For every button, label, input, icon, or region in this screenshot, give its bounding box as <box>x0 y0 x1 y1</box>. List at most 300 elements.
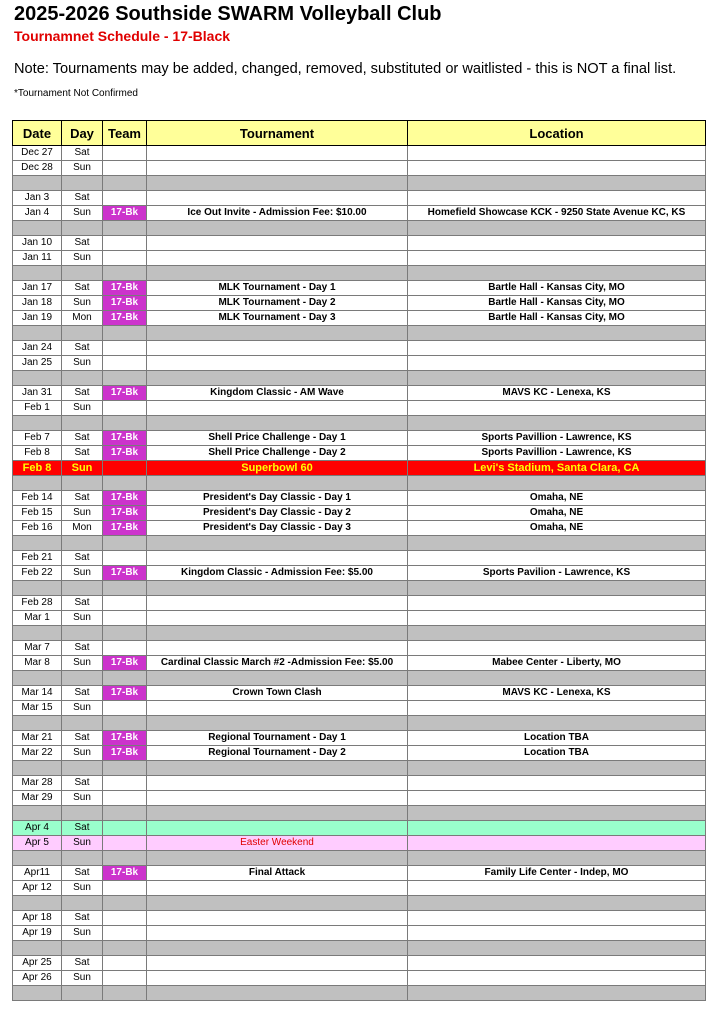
team-cell <box>103 461 147 476</box>
separator-cell <box>408 671 706 686</box>
table-row <box>13 311 706 326</box>
separator-cell <box>62 716 103 731</box>
team-cell: 17-Bk <box>103 866 147 881</box>
table-row <box>13 701 706 716</box>
separator-cell <box>103 416 147 431</box>
team-cell <box>103 641 147 656</box>
date-cell: Mar 1 <box>13 611 62 626</box>
tournament-cell: Regional Tournament - Day 1 <box>147 731 408 746</box>
table-row <box>13 971 706 986</box>
date-cell: Mar 21 <box>13 731 62 746</box>
separator-cell <box>13 761 62 776</box>
table-row <box>13 746 706 761</box>
column-header-location: Location <box>408 121 706 146</box>
location-cell <box>408 251 706 266</box>
tournament-cell <box>147 401 408 416</box>
column-header-tournament: Tournament <box>147 121 408 146</box>
table-row <box>13 191 706 206</box>
day-cell: Sun <box>62 881 103 896</box>
team-cell <box>103 971 147 986</box>
schedule-table <box>12 120 706 1001</box>
separator-cell <box>408 536 706 551</box>
table-row <box>13 551 706 566</box>
separator-cell <box>13 371 62 386</box>
team-cell <box>103 791 147 806</box>
table-row <box>13 356 706 371</box>
separator-cell <box>147 326 408 341</box>
table-row <box>13 236 706 251</box>
tournament-cell <box>147 911 408 926</box>
team-cell <box>103 611 147 626</box>
separator-cell <box>103 986 147 1001</box>
separator-cell <box>147 626 408 641</box>
separator-cell <box>103 896 147 911</box>
table-row <box>13 731 706 746</box>
date-cell: Jan 19 <box>13 311 62 326</box>
team-cell <box>103 236 147 251</box>
team-cell <box>103 926 147 941</box>
separator-cell <box>62 626 103 641</box>
separator-cell <box>13 266 62 281</box>
separator-cell <box>103 716 147 731</box>
tournament-cell: President's Day Classic - Day 3 <box>147 521 408 536</box>
location-cell <box>408 776 706 791</box>
separator-row <box>13 221 706 236</box>
separator-cell <box>62 371 103 386</box>
separator-row <box>13 371 706 386</box>
separator-cell <box>103 176 147 191</box>
separator-cell <box>62 326 103 341</box>
tournament-cell: Crown Town Clash <box>147 686 408 701</box>
tournament-cell <box>147 776 408 791</box>
separator-cell <box>62 536 103 551</box>
separator-cell <box>147 716 408 731</box>
separator-row <box>13 896 706 911</box>
day-cell: Sun <box>62 746 103 761</box>
separator-cell <box>13 896 62 911</box>
tournament-cell <box>147 956 408 971</box>
separator-cell <box>62 986 103 1001</box>
date-cell: Mar 28 <box>13 776 62 791</box>
location-cell: Location TBA <box>408 731 706 746</box>
location-cell: Levi's Stadium, Santa Clara, CA <box>408 461 706 476</box>
tournament-cell <box>147 611 408 626</box>
day-cell: Sat <box>62 956 103 971</box>
date-cell: Feb 8 <box>13 446 62 461</box>
day-cell: Sun <box>62 161 103 176</box>
separator-row <box>13 416 706 431</box>
location-cell <box>408 821 706 836</box>
date-cell: Feb 1 <box>13 401 62 416</box>
location-cell: Bartle Hall - Kansas City, MO <box>408 281 706 296</box>
separator-cell <box>13 581 62 596</box>
table-row <box>13 881 706 896</box>
separator-cell <box>103 536 147 551</box>
day-cell: Sun <box>62 566 103 581</box>
team-cell: 17-Bk <box>103 656 147 671</box>
day-cell: Sun <box>62 701 103 716</box>
tournament-cell: Kingdom Classic - AM Wave <box>147 386 408 401</box>
day-cell: Mon <box>62 521 103 536</box>
table-row <box>13 146 706 161</box>
team-cell <box>103 881 147 896</box>
date-cell: Dec 28 <box>13 161 62 176</box>
day-cell: Sat <box>62 341 103 356</box>
day-cell: Sat <box>62 146 103 161</box>
date-cell: Apr 12 <box>13 881 62 896</box>
date-cell: Mar 15 <box>13 701 62 716</box>
location-cell <box>408 926 706 941</box>
tournament-cell: Regional Tournament - Day 2 <box>147 746 408 761</box>
separator-cell <box>103 266 147 281</box>
location-cell <box>408 161 706 176</box>
team-cell: 17-Bk <box>103 686 147 701</box>
separator-cell <box>13 986 62 1001</box>
date-cell: Feb 21 <box>13 551 62 566</box>
date-cell: Apr 19 <box>13 926 62 941</box>
separator-cell <box>408 806 706 821</box>
day-cell: Sun <box>62 356 103 371</box>
tournament-cell: Superbowl 60 <box>147 461 408 476</box>
day-cell: Sat <box>62 236 103 251</box>
day-cell: Sat <box>62 641 103 656</box>
day-cell: Sat <box>62 866 103 881</box>
date-cell: Apr 4 <box>13 821 62 836</box>
tournament-cell: President's Day Classic - Day 1 <box>147 491 408 506</box>
location-cell: Omaha, NE <box>408 506 706 521</box>
date-cell: Apr 26 <box>13 971 62 986</box>
tournament-cell: MLK Tournament - Day 2 <box>147 296 408 311</box>
tournament-cell <box>147 641 408 656</box>
separator-cell <box>103 476 147 491</box>
location-cell: MAVS KC - Lenexa, KS <box>408 386 706 401</box>
location-cell <box>408 551 706 566</box>
separator-cell <box>13 716 62 731</box>
separator-cell <box>147 806 408 821</box>
separator-cell <box>408 266 706 281</box>
table-row <box>13 956 706 971</box>
separator-cell <box>147 851 408 866</box>
day-cell: Sat <box>62 776 103 791</box>
day-cell: Sat <box>62 446 103 461</box>
team-cell <box>103 251 147 266</box>
team-cell: 17-Bk <box>103 446 147 461</box>
team-cell: 17-Bk <box>103 431 147 446</box>
table-row <box>13 566 706 581</box>
separator-cell <box>103 221 147 236</box>
separator-cell <box>103 806 147 821</box>
team-cell <box>103 551 147 566</box>
separator-row <box>13 941 706 956</box>
separator-cell <box>147 476 408 491</box>
separator-cell <box>147 671 408 686</box>
date-cell: Feb 22 <box>13 566 62 581</box>
day-cell: Sat <box>62 686 103 701</box>
separator-row <box>13 476 706 491</box>
team-cell: 17-Bk <box>103 521 147 536</box>
day-cell: Sat <box>62 431 103 446</box>
team-cell <box>103 341 147 356</box>
date-cell: Feb 7 <box>13 431 62 446</box>
date-cell: Mar 14 <box>13 686 62 701</box>
location-cell <box>408 146 706 161</box>
separator-cell <box>62 761 103 776</box>
schedule-body <box>13 146 706 1001</box>
day-cell: Sat <box>62 821 103 836</box>
day-cell: Sun <box>62 791 103 806</box>
date-cell: Jan 3 <box>13 191 62 206</box>
location-cell <box>408 611 706 626</box>
location-cell <box>408 791 706 806</box>
tournament-cell: Kingdom Classic - Admission Fee: $5.00 <box>147 566 408 581</box>
day-cell: Mon <box>62 311 103 326</box>
separator-cell <box>408 851 706 866</box>
day-cell: Sat <box>62 596 103 611</box>
location-cell <box>408 401 706 416</box>
day-cell: Sat <box>62 386 103 401</box>
separator-cell <box>408 416 706 431</box>
tournament-cell <box>147 791 408 806</box>
tournament-cell: President's Day Classic - Day 2 <box>147 506 408 521</box>
date-cell: Jan 11 <box>13 251 62 266</box>
date-cell: Mar 29 <box>13 791 62 806</box>
day-cell: Sun <box>62 251 103 266</box>
separator-cell <box>62 476 103 491</box>
date-cell: Apr11 <box>13 866 62 881</box>
day-cell: Sat <box>62 191 103 206</box>
footnote: *Tournament Not Confirmed <box>14 88 138 99</box>
team-cell: 17-Bk <box>103 566 147 581</box>
separator-cell <box>13 221 62 236</box>
page-subtitle: Tournamnet Schedule - 17-Black <box>14 28 231 44</box>
separator-cell <box>408 896 706 911</box>
date-cell: Feb 28 <box>13 596 62 611</box>
tournament-cell: Cardinal Classic March #2 -Admission Fee: $5.00 <box>147 656 408 671</box>
separator-cell <box>103 941 147 956</box>
separator-row <box>13 851 706 866</box>
location-cell <box>408 956 706 971</box>
tournament-cell <box>147 701 408 716</box>
team-cell <box>103 776 147 791</box>
column-header-team: Team <box>103 121 147 146</box>
team-cell <box>103 596 147 611</box>
separator-cell <box>13 476 62 491</box>
tournament-cell <box>147 596 408 611</box>
separator-cell <box>13 176 62 191</box>
separator-cell <box>147 266 408 281</box>
separator-cell <box>103 671 147 686</box>
separator-cell <box>147 941 408 956</box>
day-cell: Sun <box>62 656 103 671</box>
day-cell: Sun <box>62 296 103 311</box>
separator-row <box>13 986 706 1001</box>
separator-row <box>13 326 706 341</box>
separator-cell <box>408 371 706 386</box>
table-row <box>13 161 706 176</box>
date-cell: Apr 25 <box>13 956 62 971</box>
table-row <box>13 341 706 356</box>
date-cell: Jan 10 <box>13 236 62 251</box>
tournament-cell <box>147 926 408 941</box>
date-cell: Feb 16 <box>13 521 62 536</box>
table-row <box>13 866 706 881</box>
separator-cell <box>62 266 103 281</box>
tournament-cell: Shell Price Challenge - Day 2 <box>147 446 408 461</box>
separator-cell <box>147 986 408 1001</box>
separator-cell <box>103 371 147 386</box>
tournament-cell <box>147 971 408 986</box>
table-row <box>13 656 706 671</box>
separator-row <box>13 671 706 686</box>
table-row <box>13 431 706 446</box>
separator-row <box>13 626 706 641</box>
location-cell: Location TBA <box>408 746 706 761</box>
team-cell <box>103 401 147 416</box>
separator-cell <box>103 761 147 776</box>
separator-cell <box>103 851 147 866</box>
page-title: 2025-2026 Southside SWARM Volleyball Club <box>14 3 442 25</box>
separator-cell <box>62 896 103 911</box>
date-cell: Jan 31 <box>13 386 62 401</box>
table-row <box>13 911 706 926</box>
table-row <box>13 401 706 416</box>
separator-cell <box>13 851 62 866</box>
separator-cell <box>408 941 706 956</box>
separator-cell <box>408 986 706 1001</box>
tournament-cell <box>147 551 408 566</box>
table-row <box>13 686 706 701</box>
table-row <box>13 836 706 851</box>
team-cell: 17-Bk <box>103 731 147 746</box>
tournament-cell: Ice Out Invite - Admission Fee: $10.00 <box>147 206 408 221</box>
separator-cell <box>408 221 706 236</box>
separator-cell <box>62 941 103 956</box>
location-cell: Homefield Showcase KCK - 9250 State Avenue KC, KS <box>408 206 706 221</box>
team-cell <box>103 956 147 971</box>
tournament-cell: MLK Tournament - Day 3 <box>147 311 408 326</box>
tournament-cell <box>147 821 408 836</box>
table-row <box>13 791 706 806</box>
location-cell <box>408 881 706 896</box>
table-row <box>13 446 706 461</box>
table-row <box>13 821 706 836</box>
separator-cell <box>13 671 62 686</box>
separator-row <box>13 716 706 731</box>
team-cell: 17-Bk <box>103 281 147 296</box>
table-row <box>13 776 706 791</box>
separator-row <box>13 761 706 776</box>
separator-cell <box>13 941 62 956</box>
separator-cell <box>147 416 408 431</box>
separator-cell <box>147 371 408 386</box>
separator-row <box>13 536 706 551</box>
day-cell: Sat <box>62 281 103 296</box>
team-cell <box>103 701 147 716</box>
separator-cell <box>62 581 103 596</box>
date-cell: Mar 7 <box>13 641 62 656</box>
separator-cell <box>13 806 62 821</box>
separator-cell <box>408 716 706 731</box>
team-cell: 17-Bk <box>103 506 147 521</box>
separator-cell <box>62 416 103 431</box>
team-cell <box>103 191 147 206</box>
separator-cell <box>62 221 103 236</box>
separator-row <box>13 176 706 191</box>
date-cell: Mar 22 <box>13 746 62 761</box>
location-cell <box>408 191 706 206</box>
tournament-cell <box>147 341 408 356</box>
location-cell <box>408 971 706 986</box>
location-cell: Bartle Hall - Kansas City, MO <box>408 311 706 326</box>
separator-cell <box>103 326 147 341</box>
day-cell: Sat <box>62 731 103 746</box>
day-cell: Sun <box>62 971 103 986</box>
separator-cell <box>103 626 147 641</box>
separator-row <box>13 266 706 281</box>
tournament-cell <box>147 161 408 176</box>
separator-cell <box>147 761 408 776</box>
separator-cell <box>147 536 408 551</box>
day-cell: Sun <box>62 506 103 521</box>
date-cell: Apr 18 <box>13 911 62 926</box>
team-cell: 17-Bk <box>103 311 147 326</box>
separator-cell <box>408 581 706 596</box>
tournament-cell: MLK Tournament - Day 1 <box>147 281 408 296</box>
separator-cell <box>62 671 103 686</box>
location-cell: Family Life Center - Indep, MO <box>408 866 706 881</box>
table-row <box>13 506 706 521</box>
date-cell: Dec 27 <box>13 146 62 161</box>
separator-row <box>13 581 706 596</box>
date-cell: Apr 5 <box>13 836 62 851</box>
date-cell: Feb 15 <box>13 506 62 521</box>
table-row <box>13 641 706 656</box>
day-cell: Sat <box>62 491 103 506</box>
day-cell: Sun <box>62 461 103 476</box>
team-cell <box>103 161 147 176</box>
separator-cell <box>62 851 103 866</box>
team-cell: 17-Bk <box>103 491 147 506</box>
location-cell: MAVS KC - Lenexa, KS <box>408 686 706 701</box>
tournament-cell <box>147 251 408 266</box>
date-cell: Jan 24 <box>13 341 62 356</box>
location-cell <box>408 836 706 851</box>
separator-row <box>13 806 706 821</box>
tournament-cell: Final Attack <box>147 866 408 881</box>
location-cell <box>408 596 706 611</box>
team-cell <box>103 356 147 371</box>
separator-cell <box>408 626 706 641</box>
table-row <box>13 521 706 536</box>
location-cell <box>408 911 706 926</box>
table-row <box>13 206 706 221</box>
table-row <box>13 281 706 296</box>
team-cell <box>103 911 147 926</box>
separator-cell <box>408 176 706 191</box>
table-row <box>13 461 706 476</box>
location-cell: Sports Pavilion - Lawrence, KS <box>408 566 706 581</box>
day-cell: Sat <box>62 551 103 566</box>
location-cell <box>408 236 706 251</box>
separator-cell <box>62 806 103 821</box>
tournament-cell <box>147 191 408 206</box>
team-cell <box>103 821 147 836</box>
separator-cell <box>147 221 408 236</box>
team-cell: 17-Bk <box>103 746 147 761</box>
tournament-cell <box>147 881 408 896</box>
separator-cell <box>103 581 147 596</box>
separator-cell <box>13 536 62 551</box>
